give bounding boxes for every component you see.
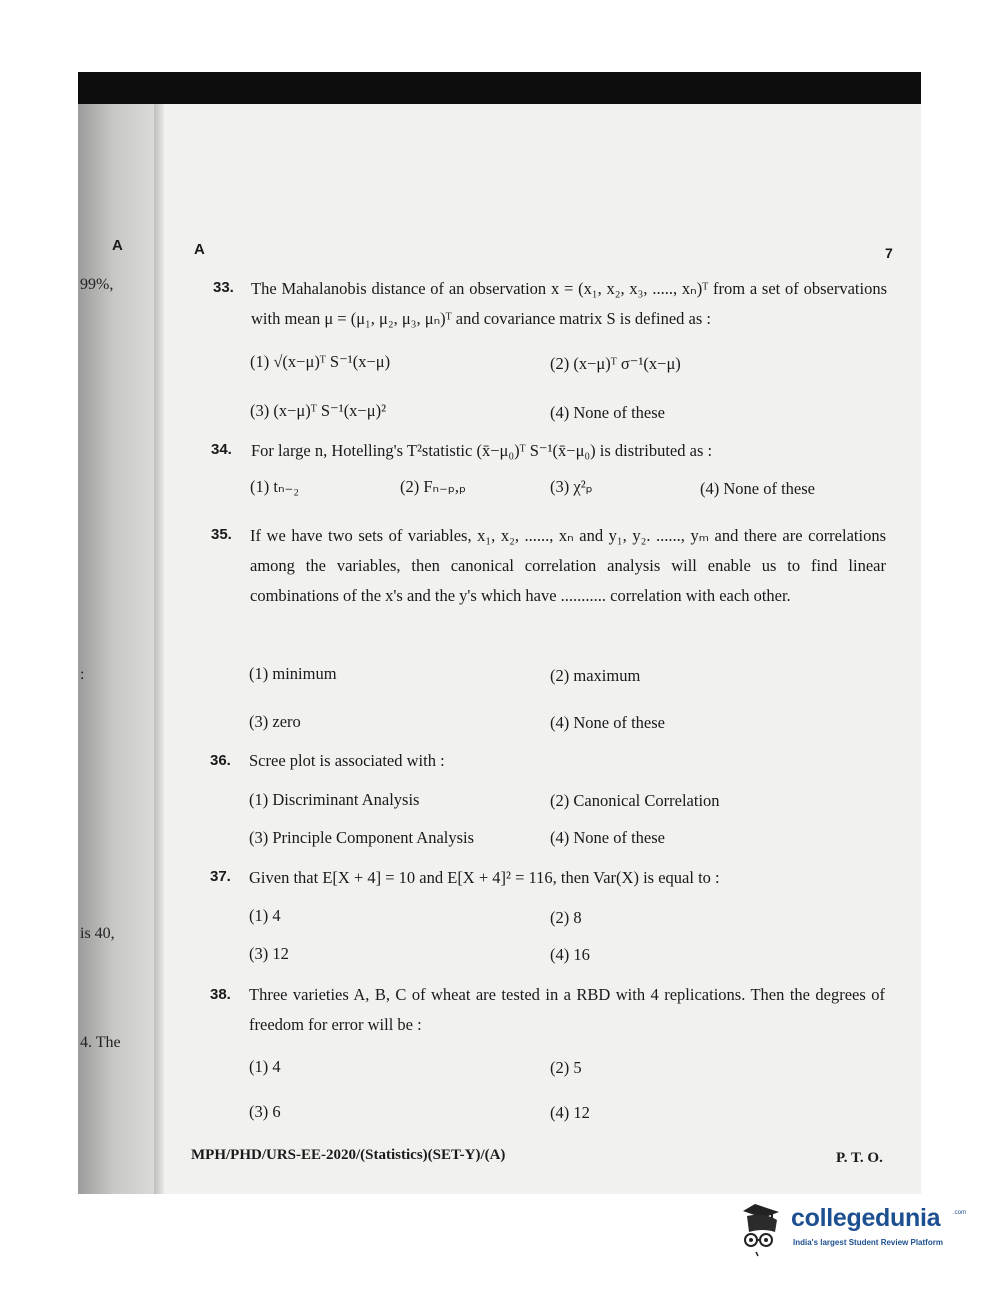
pto-label: P. T. O. (836, 1150, 883, 1166)
paper-code: MPH/PHD/URS-EE-2020/(Statistics)(SET-Y)/(A) (191, 1147, 506, 1163)
question-number: 37. (210, 868, 231, 885)
collegedunia-logo (735, 1198, 965, 1260)
option: (1) minimum (249, 664, 337, 683)
question-text: The Mahalanobis distance of an observation x = (x₁, x₂, x₃, ....., xₙ)ᵀ from a set of observations with mean μ = (μ₁, μ₂, μ₃, μₙ)ᵀ and covariance matrix S is defined as : (251, 279, 887, 328)
option: (4) None of these (700, 479, 816, 498)
option: (4) None of these (550, 403, 666, 422)
page-fold (154, 104, 164, 1194)
mascot-icon (735, 1198, 793, 1258)
option: (2) Canonical Correlation (550, 791, 720, 810)
option: (3) 6 (249, 1102, 281, 1121)
option: (3) Principle Component Analysis (249, 828, 475, 847)
option: (1) √(x−μ)ᵀ S⁻¹(x−μ) (250, 352, 391, 371)
option: (4) None of these (550, 713, 666, 732)
option: (3) (x−μ)ᵀ S⁻¹(x−μ)² (250, 401, 387, 420)
margin-fragment: 4. The (80, 1034, 121, 1051)
question-text: Given that E[X + 4] = 10 and E[X + 4]² = 116, then Var(X) is equal to : (249, 868, 720, 887)
question-number: 33. (213, 279, 234, 296)
margin-fragment: 99%, (80, 276, 114, 293)
book-gutter (78, 104, 158, 1194)
option: (1) 4 (249, 906, 281, 925)
option: (2) 8 (550, 908, 582, 927)
option: (4) 16 (550, 945, 590, 964)
margin-fragment: is 40, (80, 925, 115, 942)
option: (1) Discriminant Analysis (249, 790, 420, 809)
option: (2) 5 (550, 1058, 582, 1077)
option: (2) maximum (550, 666, 641, 685)
page-number: 7 (885, 245, 893, 261)
option: (2) (x−μ)ᵀ σ⁻¹(x−μ) (550, 354, 681, 373)
question-text: Three varieties A, B, C of wheat are tested in a RBD with 4 replications. Then the degrees of freedom for error will be : (249, 985, 885, 1034)
margin-series-letter: A (112, 237, 123, 254)
option: (2) Fₙ₋ₚ,ₚ (400, 477, 467, 496)
question-number: 38. (210, 986, 231, 1003)
question-number: 36. (210, 752, 231, 769)
question-text: If we have two sets of variables, x₁, x₂, ......, xₙ and y₁, y₂. ......, yₘ and there are correlations among the variables, then canonical correlation analysis will enable us to find linear combinations of the x's and the y's which have ........... correlation with each other. (250, 526, 886, 605)
logo-domain: .com (953, 1210, 967, 1216)
question-number: 35. (211, 526, 232, 543)
option: (4) 12 (550, 1103, 590, 1122)
logo-tagline: India's largest Student Review Platform (793, 1238, 943, 1247)
series-letter: A (194, 241, 205, 258)
option: (1) tₙ₋₂ (250, 477, 299, 496)
option: (1) 4 (249, 1057, 281, 1076)
question-number: 34. (211, 441, 232, 458)
option: (3) χ²ₚ (550, 477, 593, 496)
question-text: For large n, Hotelling's T²statistic (x̄−μ₀)ᵀ S⁻¹(x̄−μ₀) is distributed as : (251, 441, 713, 460)
scan-top-bar (78, 72, 921, 104)
margin-fragment: : (80, 666, 85, 683)
option: (3) 12 (249, 944, 289, 963)
logo-wordmark: collegedunia (791, 1204, 941, 1232)
option: (4) None of these (550, 828, 666, 847)
question-text: Scree plot is associated with : (249, 751, 445, 770)
option: (3) zero (249, 712, 301, 731)
